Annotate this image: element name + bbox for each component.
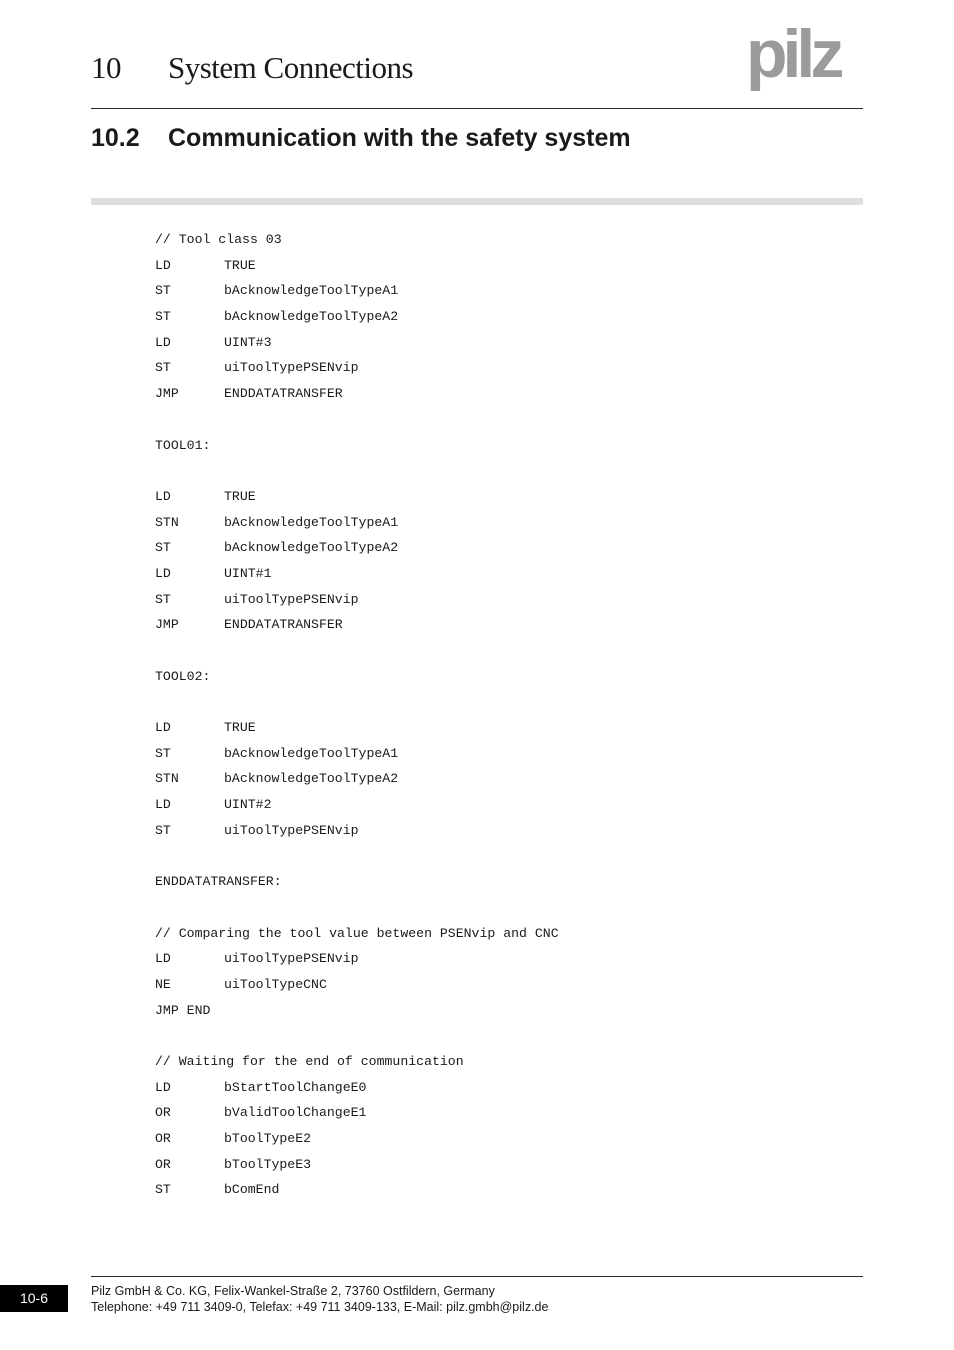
code-instruction: ST	[155, 309, 171, 325]
footer-contact: Telephone: +49 711 3409-0, Telefax: +49 711 3409-133, E-Mail: pilz.gmbh@pilz.de	[91, 1300, 549, 1314]
code-operand: bToolTypeE2	[224, 1131, 312, 1147]
code-listing	[155, 227, 559, 1203]
code-line	[155, 227, 559, 253]
code-line	[155, 407, 559, 433]
code-line	[155, 1152, 559, 1178]
code-line	[155, 561, 559, 587]
code-instruction: LD	[155, 565, 171, 581]
code-line	[155, 869, 559, 895]
code-operand: uiToolTypePSENvip	[224, 360, 359, 376]
chapter-number: 10	[91, 50, 121, 85]
pilz-logo	[746, 28, 864, 94]
code-instruction: // Tool class 03	[155, 232, 282, 247]
pilz-logo-text: pilz	[746, 28, 840, 92]
code-instruction: ST	[155, 283, 171, 299]
code-instruction: LD	[155, 951, 171, 967]
code-operand: uiToolTypePSENvip	[224, 822, 359, 838]
code-instruction: LD	[155, 1079, 171, 1095]
section-title: Communication with the safety system	[168, 124, 631, 152]
code-instruction: TOOL02:	[155, 668, 211, 684]
code-instruction: JMP END	[155, 1002, 211, 1018]
code-operand: bToolTypeE3	[224, 1156, 312, 1172]
code-line	[155, 433, 559, 459]
code-line	[155, 715, 559, 741]
code-line	[155, 304, 559, 330]
code-operand: TRUE	[224, 720, 256, 736]
code-line	[155, 895, 559, 921]
code-instruction: JMP	[155, 386, 179, 402]
code-line	[155, 1075, 559, 1101]
code-line	[155, 664, 559, 690]
code-line	[155, 484, 559, 510]
code-operand: ENDDATATRANSFER	[224, 617, 343, 633]
code-operand: bAcknowledgeToolTypeA1	[224, 745, 399, 761]
code-instruction: LD	[155, 334, 171, 350]
code-instruction: STN	[155, 514, 179, 530]
code-line	[155, 458, 559, 484]
code-operand: bAcknowledgeToolTypeA1	[224, 514, 399, 530]
code-operand: bAcknowledgeToolTypeA1	[224, 283, 399, 299]
code-line	[155, 638, 559, 664]
code-line	[155, 998, 559, 1024]
section-number: 10.2	[91, 124, 140, 152]
code-operand: bAcknowledgeToolTypeA2	[224, 771, 399, 787]
code-operand: UINT#3	[224, 334, 272, 350]
footer-text	[91, 1283, 548, 1315]
code-line	[155, 330, 559, 356]
footer-address: Pilz GmbH & Co. KG, Felix-Wankel-Straße 2, 73760 Ostfildern, Germany	[91, 1284, 495, 1298]
code-instruction: JMP	[155, 617, 179, 633]
code-line	[155, 355, 559, 381]
code-instruction: STN	[155, 771, 179, 787]
code-instruction: LD	[155, 257, 171, 273]
code-instruction: OR	[155, 1156, 171, 1172]
code-line	[155, 844, 559, 870]
code-operand: ENDDATATRANSFER	[224, 386, 343, 402]
chapter-title: System Connections	[168, 50, 414, 85]
code-instruction: ST	[155, 745, 171, 761]
code-line	[155, 278, 559, 304]
code-line	[155, 792, 559, 818]
code-instruction: ST	[155, 591, 171, 607]
section-divider-bar	[91, 198, 863, 205]
code-operand: TRUE	[224, 257, 256, 273]
code-line	[155, 972, 559, 998]
code-line	[155, 818, 559, 844]
code-line	[155, 612, 559, 638]
code-operand: uiToolTypePSENvip	[224, 951, 359, 967]
code-instruction: ST	[155, 360, 171, 376]
code-operand: UINT#1	[224, 565, 272, 581]
code-operand: uiToolTypePSENvip	[224, 591, 359, 607]
code-operand: bComEnd	[224, 1182, 280, 1198]
code-instruction: LD	[155, 797, 171, 813]
code-instruction: // Comparing the tool value between PSENvip and CNC	[155, 925, 559, 941]
code-line	[155, 1126, 559, 1152]
code-instruction: ST	[155, 822, 171, 838]
code-line	[155, 946, 559, 972]
code-line	[155, 1177, 559, 1203]
code-line	[155, 766, 559, 792]
code-operand: uiToolTypeCNC	[224, 976, 327, 992]
code-instruction: OR	[155, 1131, 171, 1147]
code-instruction: ENDDATATRANSFER:	[155, 874, 282, 890]
code-operand: TRUE	[224, 488, 256, 504]
code-operand: UINT#2	[224, 797, 272, 813]
code-operand: bValidToolChangeE1	[224, 1105, 367, 1121]
code-instruction: // Waiting for the end of communication	[155, 1054, 464, 1069]
code-line	[155, 253, 559, 279]
header-rule	[91, 108, 863, 109]
code-line	[155, 535, 559, 561]
code-line	[155, 1100, 559, 1126]
code-line	[155, 1023, 559, 1049]
code-instruction: NE	[155, 976, 171, 992]
code-line	[155, 510, 559, 536]
code-instruction: TOOL01:	[155, 437, 211, 453]
code-operand: bAcknowledgeToolTypeA2	[224, 309, 399, 325]
footer-rule	[91, 1276, 863, 1277]
code-operand: bStartToolChangeE0	[224, 1079, 367, 1095]
code-instruction: OR	[155, 1105, 171, 1121]
code-line	[155, 1049, 559, 1075]
code-line	[155, 921, 559, 947]
code-instruction: ST	[155, 1182, 171, 1198]
code-instruction: LD	[155, 720, 171, 736]
code-instruction: ST	[155, 540, 171, 556]
code-instruction: LD	[155, 488, 171, 504]
code-line	[155, 741, 559, 767]
code-operand: bAcknowledgeToolTypeA2	[224, 540, 399, 556]
code-line	[155, 689, 559, 715]
code-line	[155, 381, 559, 407]
code-line	[155, 587, 559, 613]
page-number: 10-6	[0, 1285, 68, 1312]
